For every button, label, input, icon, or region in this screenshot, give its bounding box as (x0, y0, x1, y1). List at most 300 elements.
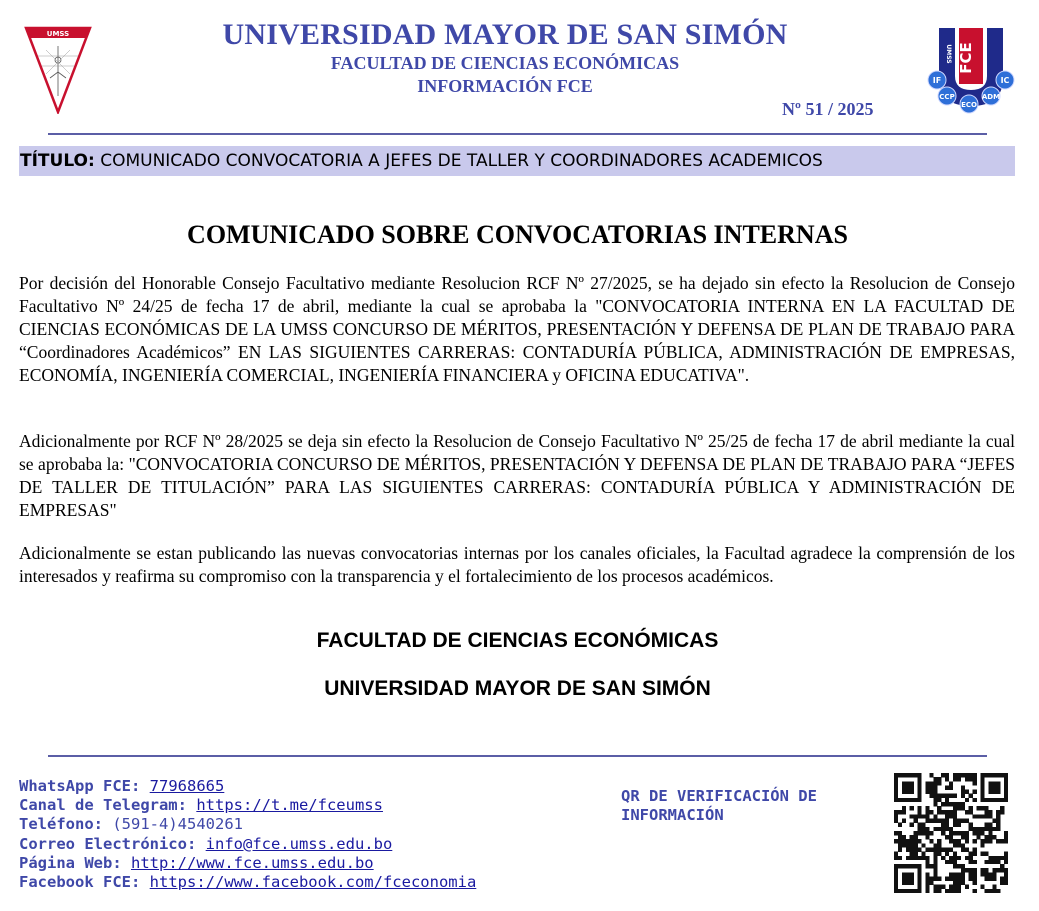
qr-module (969, 860, 973, 864)
qr-module (945, 794, 949, 798)
qr-module (925, 810, 929, 814)
qr-module (969, 876, 973, 880)
qr-module (957, 856, 961, 860)
qr-module (992, 860, 996, 864)
qr-module (941, 819, 945, 823)
qr-module (945, 802, 949, 806)
fce-badge-if: IF (932, 76, 942, 85)
qr-module (894, 781, 898, 785)
qr-module (953, 843, 957, 847)
qr-module (969, 794, 973, 798)
qr-module (918, 889, 922, 893)
qr-module (902, 790, 906, 794)
qr-module (984, 773, 988, 777)
qr-module (933, 781, 937, 785)
qr-module (945, 773, 949, 777)
qr-module (906, 876, 910, 880)
qr-module (937, 819, 941, 823)
qr-module (937, 847, 941, 851)
whatsapp-link[interactable]: 77968665 (149, 777, 225, 795)
qr-module (988, 831, 992, 835)
qr-module (937, 781, 941, 785)
qr-module (937, 852, 941, 856)
qr-module (984, 852, 988, 856)
qr-module (996, 856, 1000, 860)
qr-module (933, 827, 937, 831)
qr-module (925, 785, 929, 789)
qr-module (929, 773, 933, 777)
qr-module (984, 839, 988, 843)
qr-module (918, 798, 922, 802)
qr-module (984, 798, 988, 802)
qr-module (910, 814, 914, 818)
qr-module (906, 864, 910, 868)
qr-module (949, 802, 953, 806)
qr-module (898, 847, 902, 851)
qr-module (965, 798, 969, 802)
qr-module (941, 885, 945, 889)
qr-module (988, 798, 992, 802)
qr-module (898, 839, 902, 843)
qr-module (996, 839, 1000, 843)
qr-module (894, 790, 898, 794)
qr-module (918, 806, 922, 810)
qr-module (977, 831, 981, 835)
qr-module (980, 872, 984, 876)
qr-module (984, 868, 988, 872)
qr-module (894, 785, 898, 789)
qr-module (969, 827, 973, 831)
qr-module (937, 798, 941, 802)
qr-module (953, 777, 957, 781)
qr-module (996, 781, 1000, 785)
qr-module (906, 790, 910, 794)
qr-module (925, 827, 929, 831)
qr-module (1000, 806, 1004, 810)
qr-module (910, 790, 914, 794)
fce-badge-adm: ADM (981, 93, 1001, 101)
qr-module (910, 781, 914, 785)
qr-module (894, 798, 898, 802)
qr-module (902, 798, 906, 802)
qr-module (980, 852, 984, 856)
qr-module (980, 827, 984, 831)
qr-module (937, 843, 941, 847)
qr-module (902, 864, 906, 868)
qr-module (984, 872, 988, 876)
qr-module (949, 835, 953, 839)
contact-list (19, 777, 476, 892)
qr-module (992, 798, 996, 802)
qr-module (953, 814, 957, 818)
qr-module (1000, 864, 1004, 868)
qr-module (941, 810, 945, 814)
qr-module (996, 889, 1000, 893)
qr-module (894, 889, 898, 893)
qr-module (894, 810, 898, 814)
qr-module (937, 839, 941, 843)
contact-phone (19, 815, 476, 834)
qr-module (933, 790, 937, 794)
qr-module (933, 847, 937, 851)
umss-logo-text: UMSS (46, 30, 70, 38)
qr-module (933, 843, 937, 847)
email-link[interactable]: info@fce.umss.edu.bo (205, 834, 393, 853)
footer-divider (48, 755, 987, 757)
qr-module (910, 773, 914, 777)
qr-module (1000, 810, 1004, 814)
qr-module (969, 810, 973, 814)
qr-module (996, 785, 1000, 789)
qr-module (898, 773, 902, 777)
qr-module (894, 819, 898, 823)
qr-module (933, 860, 937, 864)
qr-module (925, 806, 929, 810)
qr-module (980, 773, 984, 777)
qr-module (988, 814, 992, 818)
qr-module (902, 881, 906, 885)
qr-module (914, 847, 918, 851)
qr-module (902, 773, 906, 777)
qr-module (925, 872, 929, 876)
qr-module (957, 773, 961, 777)
qr-module (953, 889, 957, 893)
qr-module (977, 814, 981, 818)
qr-module (949, 831, 953, 835)
facebook-link[interactable]: https://www.facebook.com/fceconomia (149, 873, 477, 892)
qr-module (992, 785, 996, 789)
qr-module (910, 839, 914, 843)
qr-module (988, 860, 992, 864)
qr-module (914, 835, 918, 839)
qr-module (918, 794, 922, 798)
qr-module (933, 802, 937, 806)
qr-module (945, 785, 949, 789)
qr-module (914, 773, 918, 777)
qr-module (984, 810, 988, 814)
qr-module (918, 823, 922, 827)
qr-module (918, 814, 922, 818)
qr-module (988, 773, 992, 777)
qr-module (925, 876, 929, 880)
qr-module (945, 889, 949, 893)
qr-module (996, 814, 1000, 818)
qr-module (973, 798, 977, 802)
qr-module (953, 852, 957, 856)
document-heading: COMUNICADO SOBRE CONVOCATORIAS INTERNAS (187, 220, 848, 249)
qr-module (933, 798, 937, 802)
qr-module (894, 881, 898, 885)
qr-module (914, 814, 918, 818)
qr-module (984, 889, 988, 893)
qr-module (1004, 860, 1008, 864)
qr-module (965, 777, 969, 781)
contact-label: WhatsApp FCE: (19, 777, 141, 795)
qr-module (957, 843, 961, 847)
qr-module (996, 790, 1000, 794)
qr-module (922, 852, 926, 856)
qr-module (957, 872, 961, 876)
qr-module (902, 781, 906, 785)
qr-module (949, 847, 953, 851)
qr-module (973, 777, 977, 781)
qr-module (910, 872, 914, 876)
qr-module (1004, 856, 1008, 860)
title-label: TÍTULO: (20, 151, 95, 171)
qr-module (914, 864, 918, 868)
qr-module (937, 794, 941, 798)
qr-module (996, 798, 1000, 802)
contact-label: Correo Electrónico: (19, 834, 197, 853)
qr-module (929, 831, 933, 835)
qr-module (933, 876, 937, 880)
contact-email (19, 835, 476, 854)
qr-module (965, 831, 969, 835)
qr-module (988, 889, 992, 893)
qr-module (953, 810, 957, 814)
qr-module (957, 876, 961, 880)
contact-facebook (19, 873, 476, 892)
qr-module (969, 856, 973, 860)
qr-module (906, 889, 910, 893)
qr-module (918, 785, 922, 789)
qr-module (965, 810, 969, 814)
qr-module (945, 847, 949, 851)
qr-module (941, 802, 945, 806)
qr-module (965, 856, 969, 860)
qr-module (918, 790, 922, 794)
qr-module (922, 856, 926, 860)
qr-module (953, 885, 957, 889)
qr-module (980, 868, 984, 872)
qr-module (1004, 852, 1008, 856)
qr-module (937, 827, 941, 831)
qr-module (988, 872, 992, 876)
qr-module (969, 773, 973, 777)
qr-module (1004, 781, 1008, 785)
qr-module (902, 843, 906, 847)
qr-module (980, 831, 984, 835)
qr-module (949, 889, 953, 893)
qr-module (961, 831, 965, 835)
qr-module (918, 781, 922, 785)
qr-module (898, 864, 902, 868)
title-bar (19, 146, 1015, 176)
fce-badge-eco: ECO (961, 101, 977, 109)
qr-module (992, 889, 996, 893)
qr-module (910, 785, 914, 789)
qr-module (910, 852, 914, 856)
qr-module (1004, 790, 1008, 794)
qr-module (898, 889, 902, 893)
qr-module (973, 831, 977, 835)
qr-module (953, 831, 957, 835)
qr-module (988, 839, 992, 843)
qr-module (922, 823, 926, 827)
qr-module (1000, 839, 1004, 843)
qr-module (918, 868, 922, 872)
website-link[interactable]: http://www.fce.umss.edu.bo (131, 853, 374, 872)
qr-module (894, 852, 898, 856)
qr-module (894, 868, 898, 872)
qr-module (918, 881, 922, 885)
qr-module (941, 823, 945, 827)
qr-module (965, 790, 969, 794)
qr-module (973, 847, 977, 851)
bulletin-number: Nº 51 / 2025 (782, 99, 874, 119)
qr-module (910, 881, 914, 885)
qr-module (910, 823, 914, 827)
qr-module (929, 839, 933, 843)
qr-module (933, 777, 937, 781)
qr-module (953, 872, 957, 876)
qr-module (961, 773, 965, 777)
qr-module (941, 831, 945, 835)
qr-module (894, 777, 898, 781)
qr-module (925, 847, 929, 851)
qr-module (953, 773, 957, 777)
qr-module (918, 847, 922, 851)
qr-module (977, 827, 981, 831)
qr-module (957, 777, 961, 781)
qr-module (894, 839, 898, 843)
qr-module (933, 785, 937, 789)
contact-telegram (19, 796, 476, 815)
qr-module (992, 781, 996, 785)
qr-module (898, 810, 902, 814)
qr-module (949, 794, 953, 798)
qr-module (953, 794, 957, 798)
qr-module (910, 806, 914, 810)
qr-module (902, 806, 906, 810)
qr-module (925, 831, 929, 835)
qr-module (929, 847, 933, 851)
qr-module (941, 794, 945, 798)
qr-module (925, 819, 929, 823)
qr-module (961, 794, 965, 798)
qr-module (918, 810, 922, 814)
qr-module (977, 806, 981, 810)
qr-module (996, 773, 1000, 777)
qr-module (902, 810, 906, 814)
qr-module (953, 819, 957, 823)
qr-module (957, 889, 961, 893)
qr-module (941, 773, 945, 777)
qr-module (1000, 868, 1004, 872)
qr-module (961, 876, 965, 880)
paragraph-3: Adicionalmente se estan publicando las nuevas convocatorias internas por los canales oficiales, la Facultad agradece la comprensión de los interesados y reafirma su compromiso con la transparencia y el fortalecimiento de los procesos académicos. (19, 543, 1015, 586)
qr-module (918, 831, 922, 835)
qr-module (933, 889, 937, 893)
qr-module (929, 819, 933, 823)
qr-module (945, 860, 949, 864)
qr-module (929, 810, 933, 814)
contact-label: Teléfono: (19, 815, 103, 834)
qr-module (969, 868, 973, 872)
qr-module (996, 810, 1000, 814)
qr-module (945, 819, 949, 823)
qr-module (945, 835, 949, 839)
qr-module (914, 839, 918, 843)
qr-module (945, 798, 949, 802)
telegram-link[interactable]: https://t.me/fceumss (196, 796, 383, 815)
qr-module (957, 819, 961, 823)
qr-module (910, 876, 914, 880)
qr-module (941, 847, 945, 851)
qr-module (925, 881, 929, 885)
qr-module (925, 814, 929, 818)
qr-module (969, 777, 973, 781)
signature-faculty: FACULTAD DE CIENCIAS ECONÓMICAS (316, 629, 719, 652)
qr-module (953, 876, 957, 880)
qr-module (988, 835, 992, 839)
qr-module (914, 856, 918, 860)
qr-module (933, 885, 937, 889)
qr-module (965, 835, 969, 839)
qr-module (898, 831, 902, 835)
qr-module (925, 885, 929, 889)
qr-module (988, 810, 992, 814)
qr-module (957, 831, 961, 835)
title-text: COMUNICADO CONVOCATORIA A JEFES DE TALLER Y COORDINADORES ACADEMICOS (100, 151, 823, 171)
qr-module (910, 864, 914, 868)
qr-module (941, 856, 945, 860)
qr-module (965, 839, 969, 843)
qr-module (965, 773, 969, 777)
qr-module (957, 881, 961, 885)
qr-module (965, 885, 969, 889)
qr-module (906, 773, 910, 777)
qr-module (953, 860, 957, 864)
qr-module (1004, 773, 1008, 777)
qr-module (961, 806, 965, 810)
qr-module (937, 876, 941, 880)
qr-module (980, 885, 984, 889)
qr-module (906, 847, 910, 851)
qr-module (965, 868, 969, 872)
qr-module (898, 856, 902, 860)
qr-module (918, 856, 922, 860)
qr-module (902, 876, 906, 880)
qr-module (925, 864, 929, 868)
qr-module (984, 827, 988, 831)
qr-module (984, 814, 988, 818)
qr-module (1004, 785, 1008, 789)
qr-module (973, 860, 977, 864)
qr-module (984, 835, 988, 839)
qr-module (906, 839, 910, 843)
qr-module (1000, 876, 1004, 880)
qr-code[interactable] (894, 773, 1008, 893)
qr-module (902, 889, 906, 893)
qr-module (941, 827, 945, 831)
qr-module (933, 852, 937, 856)
qr-module (957, 802, 961, 806)
qr-module (945, 810, 949, 814)
qr-module (918, 773, 922, 777)
qr-module (914, 843, 918, 847)
qr-module (961, 785, 965, 789)
qr-module (1004, 839, 1008, 843)
qr-module (894, 864, 898, 868)
qr-module (894, 856, 898, 860)
qr-module (973, 839, 977, 843)
qr-module (973, 781, 977, 785)
qr-module (973, 773, 977, 777)
qr-module (937, 885, 941, 889)
qr-module (1004, 835, 1008, 839)
qr-module (918, 827, 922, 831)
